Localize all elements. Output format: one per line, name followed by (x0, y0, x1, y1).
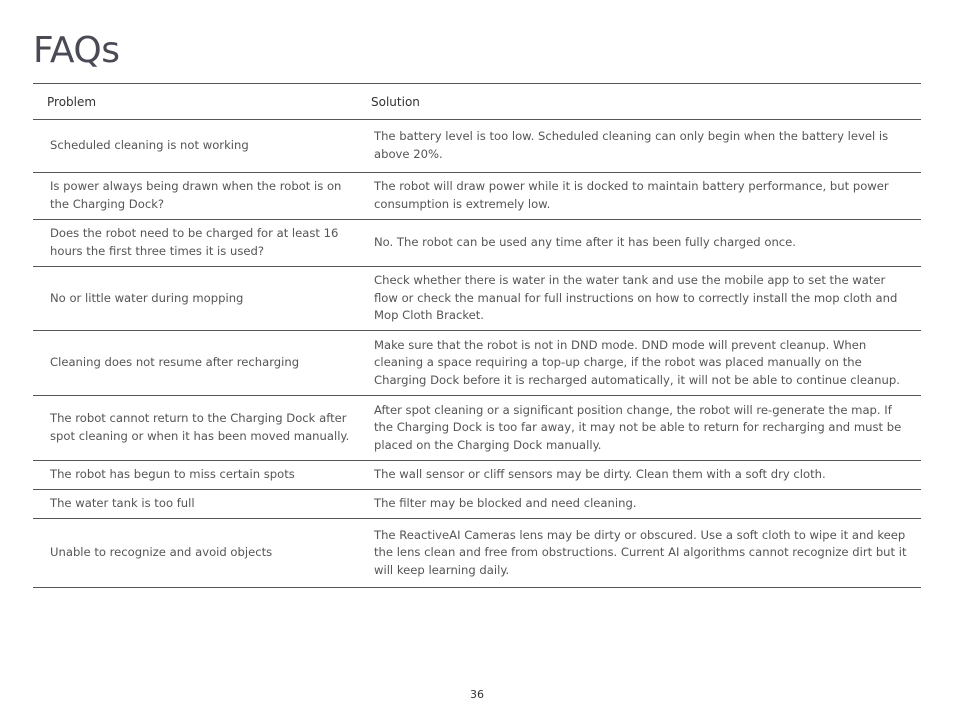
solution-cell: The robot will draw power while it is docked to maintain battery performance, but power consumption is extremely low. (367, 173, 921, 220)
table-row (33, 461, 921, 490)
table-row (33, 519, 921, 588)
problem-cell: The robot has begun to miss certain spots (33, 461, 367, 490)
problem-cell: Is power always being drawn when the robot is on the Charging Dock? (33, 173, 367, 220)
table-row (33, 396, 921, 461)
solution-cell: The battery level is too low. Scheduled cleaning can only begin when the battery level is above 20%. (367, 120, 921, 173)
solution-cell: The wall sensor or cliff sensors may be dirty. Clean them with a soft dry cloth. (367, 461, 921, 490)
problem-cell: Unable to recognize and avoid objects (33, 519, 367, 588)
solution-cell: Check whether there is water in the water tank and use the mobile app to set the water flow or check the manual for full instructions on how to correctly install the mop cloth and Mop Cloth Bracket. (367, 267, 921, 331)
table-header-row (33, 84, 921, 120)
solution-cell: No. The robot can be used any time after it has been fully charged once. (367, 220, 921, 267)
table-row (33, 331, 921, 396)
table-row (33, 267, 921, 331)
solution-cell: The filter may be blocked and need cleaning. (367, 490, 921, 519)
table-row (33, 220, 921, 267)
problem-cell: Does the robot need to be charged for at least 16 hours the first three times it is used? (33, 220, 367, 267)
solution-cell: The ReactiveAI Cameras lens may be dirty or obscured. Use a soft cloth to wipe it and keep the lens clean and free from obstructions. Current AI algorithms cannot recognize dirt but it will keep learning daily. (367, 519, 921, 588)
problem-cell: Cleaning does not resume after recharging (33, 331, 367, 396)
faq-table (33, 83, 921, 588)
page-title: FAQs (33, 30, 120, 71)
table-row (33, 173, 921, 220)
problem-cell: The water tank is too full (33, 490, 367, 519)
column-header-problem: Problem (33, 84, 367, 120)
problem-cell: The robot cannot return to the Charging Dock after spot cleaning or when it has been moved manually. (33, 396, 367, 461)
table-row (33, 120, 921, 173)
problem-cell: No or little water during mopping (33, 267, 367, 331)
page-number: 36 (470, 688, 484, 701)
solution-cell: After spot cleaning or a significant position change, the robot will re-generate the map. If the Charging Dock is too far away, it may not be able to return for recharging and must be placed on the Charging Dock manually. (367, 396, 921, 461)
table-row (33, 490, 921, 519)
problem-cell: Scheduled cleaning is not working (33, 120, 367, 173)
solution-cell: Make sure that the robot is not in DND mode. DND mode will prevent cleanup. When cleaning a space requiring a top-up charge, if the robot was placed manually on the Charging Dock before it is recharged automatically, it will not be able to continue cleanup. (367, 331, 921, 396)
column-header-solution: Solution (367, 84, 921, 120)
